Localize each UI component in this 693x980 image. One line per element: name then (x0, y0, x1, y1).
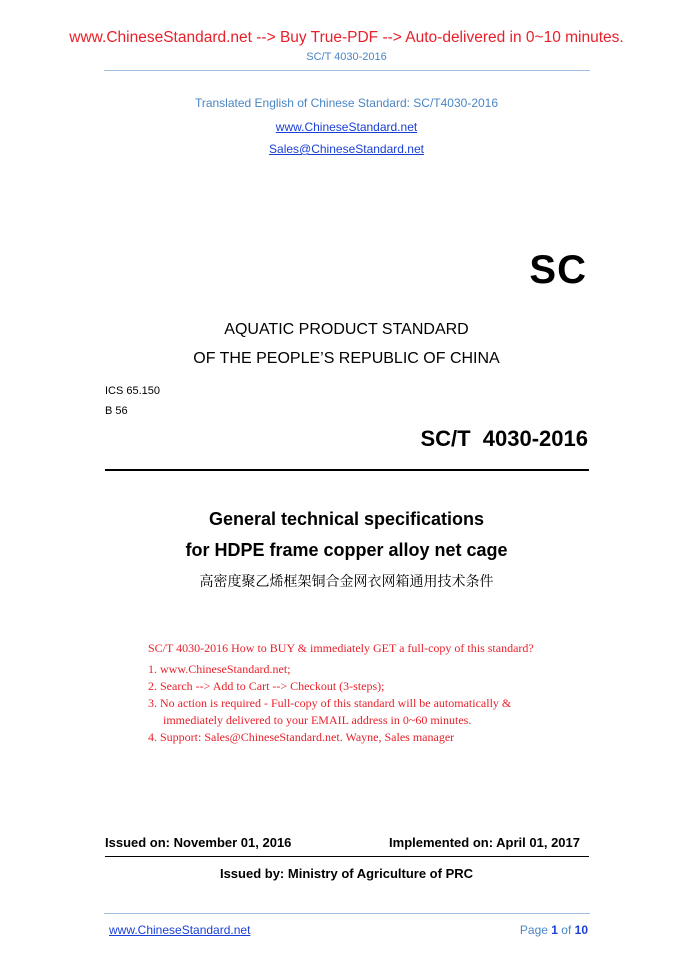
document-title-line1: General technical specifications (208, 509, 485, 529)
ccs-code: B 56 (105, 405, 128, 417)
page-current: 1 (551, 923, 558, 937)
standard-title-line1: AQUATIC PRODUCT STANDARD (224, 321, 469, 338)
page-of: of (557, 923, 575, 937)
footer-site-link[interactable]: www.ChineseStandard.net (109, 923, 251, 937)
ics-code: ICS 65.150 (105, 385, 161, 397)
page-prefix: Page (519, 923, 552, 937)
promo-banner[interactable]: www.ChineseStandard.net --> Buy True-PDF --> Auto-delivered in 0~10 minutes. (69, 29, 624, 46)
page-indicator (520, 923, 588, 937)
buy-notice (148, 641, 608, 746)
header-doc-code: SC/T 4030-2016 (306, 51, 387, 63)
title-divider (105, 469, 589, 471)
buy-notice-heading: SC/T 4030-2016 How to BUY & immediately GET a full-copy of this standard? (148, 641, 534, 655)
standard-category-mark: SC (529, 248, 587, 292)
document-title-chinese: 高密度聚乙烯框架铜合金网衣网箱通用技术条件 (199, 574, 494, 590)
header-divider (104, 70, 590, 71)
dates-divider (105, 856, 589, 857)
sales-email-link[interactable]: Sales@ChineseStandard.net (269, 142, 424, 156)
sales-link-container (0, 140, 693, 158)
standard-title-line2: OF THE PEOPLE’S REPUBLIC OF CHINA (193, 350, 500, 367)
issued-on-date: Issued on: November 01, 2016 (105, 835, 292, 850)
document-title-line2: for HDPE frame copper alloy net cage (185, 540, 508, 560)
buy-step-3: 3. No action is required - Full-copy of this standard will be automatically & (148, 696, 512, 710)
implemented-on-date: Implemented on: April 01, 2017 (389, 835, 580, 850)
standard-number: SC/T 4030-2016 (420, 426, 588, 451)
translated-note: Translated English of Chinese Standard: SC/T4030-2016 (194, 96, 499, 110)
buy-notice-list (148, 661, 608, 746)
buy-step-1: 1. www.ChineseStandard.net; (148, 662, 291, 676)
buy-step-3-continued: immediately delivered to your EMAIL address in 0~60 minutes. (163, 713, 472, 727)
buy-step-2: 2. Search --> Add to Cart --> Checkout (3-steps); (148, 679, 385, 693)
issuing-authority: Issued by: Ministry of Agriculture of PRC (219, 866, 474, 881)
page-total: 10 (574, 923, 588, 937)
site-link-container (0, 118, 693, 136)
site-link[interactable]: www.ChineseStandard.net (275, 120, 418, 134)
buy-step-4: 4. Support: Sales@ChineseStandard.net. Wayne, Sales manager (148, 730, 455, 744)
footer-divider (104, 913, 590, 914)
